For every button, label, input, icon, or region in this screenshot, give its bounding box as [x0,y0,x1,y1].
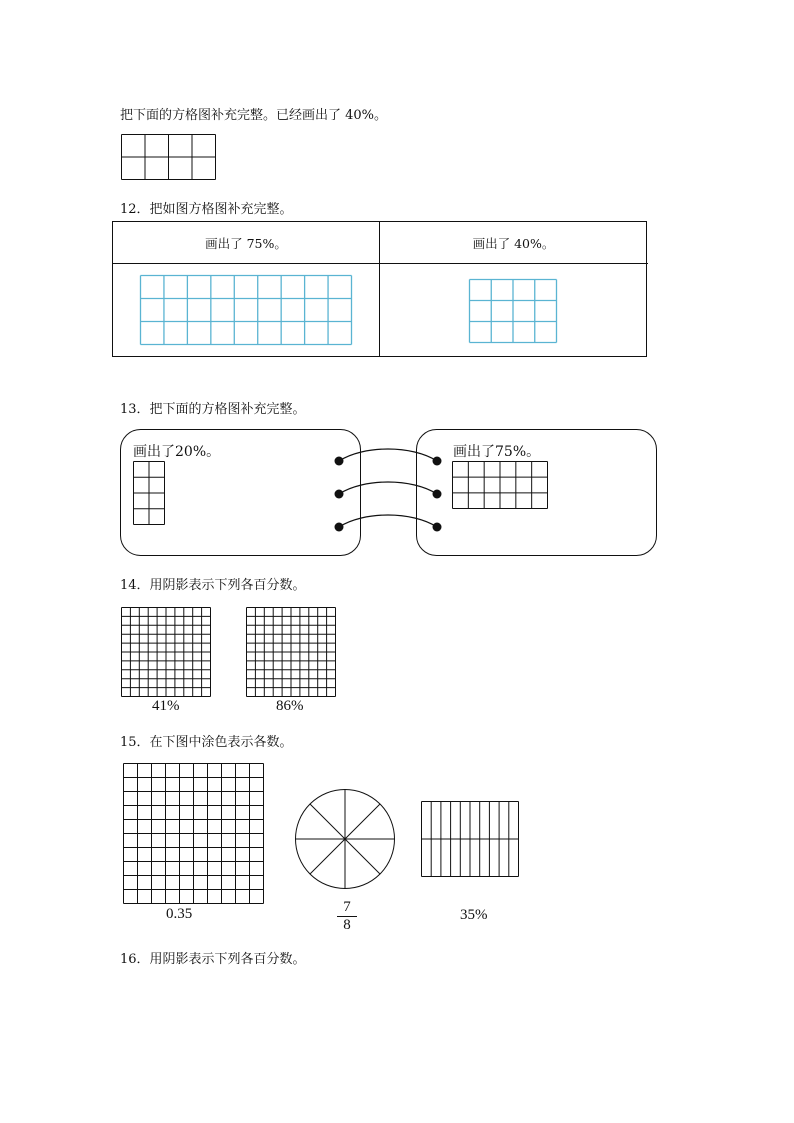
sector-line [310,839,345,874]
q13-title: 13．把下面的方格图补充完整。 [120,402,306,417]
q12-left-header: 画出了 75%。 [205,236,287,251]
q15-fraction-numerator: 7 [343,899,351,915]
q12-right-header: 画出了 40%。 [472,236,555,251]
q15-square-grid [123,763,264,904]
connector-dot [335,523,344,532]
q12-right-grid [469,279,557,343]
sector-line [310,804,345,839]
q13-left-grid [133,461,165,525]
q13-left-label: 画出了20%。 [133,444,221,460]
q16-title: 16．用阴影表示下列各百分数。 [120,952,306,967]
q14-label-86: 86% [276,698,304,714]
q15-rect-label: 35% [460,907,488,923]
q12-title: 12．把如图方格图补充完整。 [120,202,293,217]
q15-fraction-denominator: 8 [343,917,351,933]
intro-text: 把下面的方格图补充完整。已经画出了 40%。 [120,108,388,123]
q15-rect-grid [421,801,519,877]
connector-dot [433,490,442,499]
q13-right-grid [452,461,548,509]
q15-circle [294,788,396,890]
q14-grid-41 [121,607,211,697]
q15-square-label: 0.35 [166,906,193,922]
sector-line [345,804,380,839]
connector-dot [433,457,442,466]
intro-grid [121,134,216,180]
sector-line [345,839,380,874]
q14-grid-86 [246,607,336,697]
connector-dot [433,523,442,532]
q12-left-grid [140,275,352,345]
q14-label-41: 41% [152,698,180,714]
q15-title: 15．在下图中涂色表示各数。 [120,735,293,750]
connector-dot [335,490,344,499]
q14-title: 14．用阴影表示下列各百分数。 [120,578,306,593]
q13-right-label: 画出了75%。 [453,444,541,460]
q15-fraction [337,900,357,933]
connector-dot [335,457,344,466]
